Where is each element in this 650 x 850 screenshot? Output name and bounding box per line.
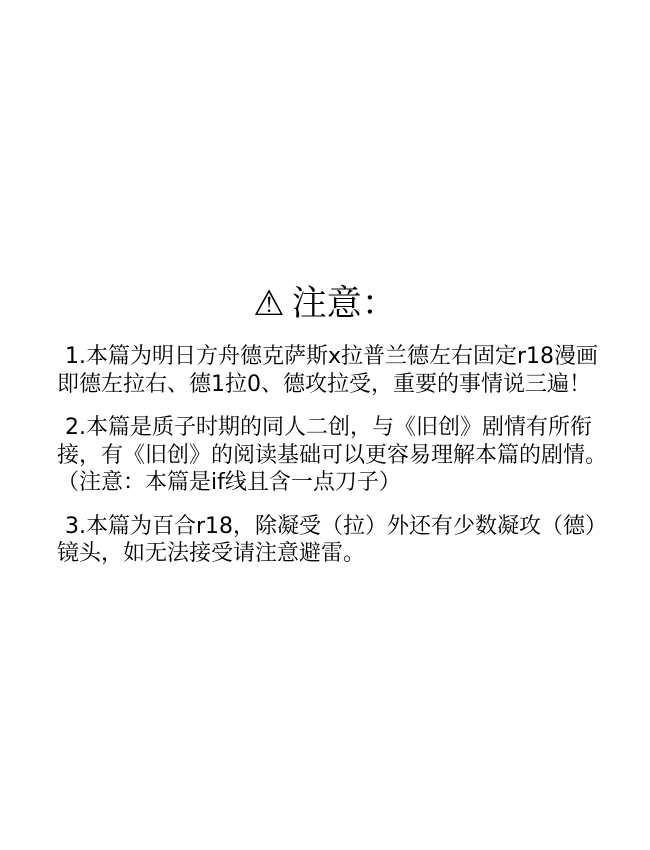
notice-title xyxy=(0,284,650,324)
notice-paragraph-2 xyxy=(57,414,614,497)
paragraph-2-line-1: 2.本篇是质子时期的同人二创，与《旧创》剧情有所衔 xyxy=(65,415,592,440)
notice-title-text: 注意： xyxy=(291,284,397,324)
notice-paragraph-3 xyxy=(57,513,614,568)
paragraph-1-line-1: 1.本篇为明日方舟德克萨斯x拉普兰德左右固定r18漫画 xyxy=(65,344,599,369)
paragraph-2-line-2: 接，有《旧创》的阅读基础可以更容易理解本篇的剧情。 xyxy=(57,442,608,468)
notice-paragraph-1 xyxy=(57,343,614,398)
warning-icon: ⚠ xyxy=(253,284,285,324)
paragraph-2-line-3: （注意：本篇是if线且含一点刀子） xyxy=(57,470,401,495)
paragraph-1-line-2: 即德左拉右、德1拉0、德攻拉受，重要的事情说三遍！ xyxy=(57,371,591,397)
notice-body xyxy=(57,343,614,568)
notice-block xyxy=(0,284,650,568)
paragraph-3-line-2: 镜头，如无法接受请注意避雷。 xyxy=(57,541,366,566)
paragraph-3-line-1: 3.本篇为百合r18，除凝受（拉）外还有少数凝攻（德） xyxy=(65,513,608,539)
